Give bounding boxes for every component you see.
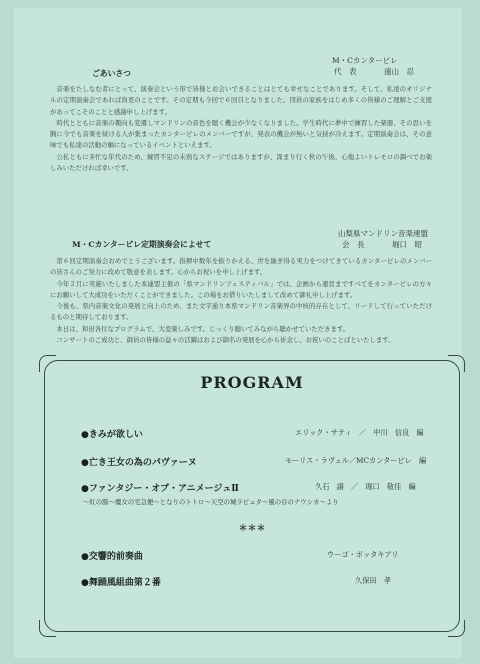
program-item — [81, 481, 437, 495]
program-frame — [44, 360, 460, 632]
congrats-org: 山梨県マンドリン音楽連盟 — [338, 229, 428, 238]
congrats-rep-title: 会 長 — [342, 240, 365, 249]
program-item-title: ●交響的前奏曲 — [81, 552, 143, 562]
program-item — [81, 427, 437, 441]
program-item-credit: 久石 譲 ／ 堀口 敬佳 編 — [315, 482, 416, 491]
congrats-paragraph: コンサートのご成功と、御員の皆様の益々の活躍はおよび御名の発展を心から祈念し、お祝いのことばといたします。 — [56, 336, 395, 345]
greeting-body — [50, 84, 432, 174]
program-item-credit: モーリス・ラヴェル／MCカンターピレ 編 — [285, 456, 427, 465]
program-item-title: ●舞踊風組曲第２番 — [81, 578, 161, 588]
program-item — [81, 549, 437, 563]
congrats-body — [50, 256, 432, 346]
congrats-paragraph: 今後も、県内音楽文化の発展と向上のため、また文字通り本県マンドリン音楽界の中核的存在として、リードして行っていただけるものと期待しております。 — [50, 302, 432, 322]
program-item-title: ●ファンタジー・オブ・アニメージュⅡ — [81, 484, 239, 494]
congrats-paragraph: 今年２月に実施いたしました本連盟主催の「県マンドリンフェスティバル」では、企画から運営まですべてをカンタービレの方々にお願いして大成功をいただくことができました。この場をお借りいたしまして改めて御礼申し上げます。 — [50, 279, 432, 299]
greeting-rep-title: 代 表 — [334, 67, 357, 76]
program-item — [81, 455, 437, 469]
program-item — [81, 575, 437, 589]
frame-corner-ornament — [39, 355, 56, 372]
program-item-credit: ウーゴ・ボッタキアリ — [327, 550, 399, 559]
congrats-paragraph: 本日は、和田各位なプログラムで、大変楽しみです。じっくり聴いてみながら聴かせていただきます。 — [56, 324, 350, 333]
program-item-title: ●きみが欲しい — [81, 430, 143, 440]
frame-corner-ornament — [39, 620, 56, 637]
frame-corner-ornament — [448, 620, 465, 637]
program-title: PROGRAM — [200, 373, 304, 392]
greeting-paragraph: 時代とともに音楽の趣向も変遷しマンドリンの音色を聴く機会が少なくなりました。学生時代に夢中で練習した楽器、その思いを胸に今でも音楽を続ける人が集まったカンタービレのメンバーですが、発表の機会が無いと気持が冷えます。定期演奏会は、その意味でも私達の活動の軸になっているイベントといえます。 — [50, 118, 432, 150]
program-divider: ＊＊＊ — [238, 524, 266, 534]
congrats-paragraph: 第６回定期演奏会おめでとうございます。指揮中数年を振りかえる、世を継ぎ得る実力をつけてきているカンタービレのメンバーの皆さんのご努力に改めて敬意を表します。心からお祝いを申し上げます。 — [50, 257, 432, 277]
greeting-rep-name: 遠山 忍 — [384, 67, 414, 76]
congrats-rep-name: 堀口 昭 — [392, 240, 422, 249]
greeting-heading: ごあいさつ — [92, 69, 131, 78]
greeting-org: M・Cカンタービレ — [332, 56, 398, 65]
program-item-subtitle: ～紅の豚～魔女の宅急便～となりのトトロ～天空の城ラピュタ～風の谷のナウシカ～より — [83, 498, 339, 506]
greeting-paragraph: 公私ともに多忙な年代のため、練習不足の未熟なステージではありますが、深まり行く秋の午後、心地よいトレモロの調べでお楽しみいただければ幸いです。 — [50, 152, 432, 173]
program-item-title: ●亡き王女の為のパヴァーヌ — [81, 458, 197, 468]
congrats-heading: M・Cカンタービレ定期演奏会によせて — [72, 240, 212, 249]
program-item-credit: 久保田 孝 — [355, 576, 391, 585]
greeting-paragraph: 音楽をたしなむ者にとって、演奏会という形で皆様とお会いできることはとても幸せなことであります。そして、私達のオリジナルの定期演奏会であれば尚更のことです。その定期も今回で６回目となりました。団員の家族をはじめ多くの皆様のご理解とご支援があってこそのことと感謝申し上げます。 — [50, 85, 432, 116]
program-item-credit: エリック・サティ ／ 中川 信良 編 — [295, 428, 424, 437]
frame-corner-ornament — [448, 355, 465, 372]
